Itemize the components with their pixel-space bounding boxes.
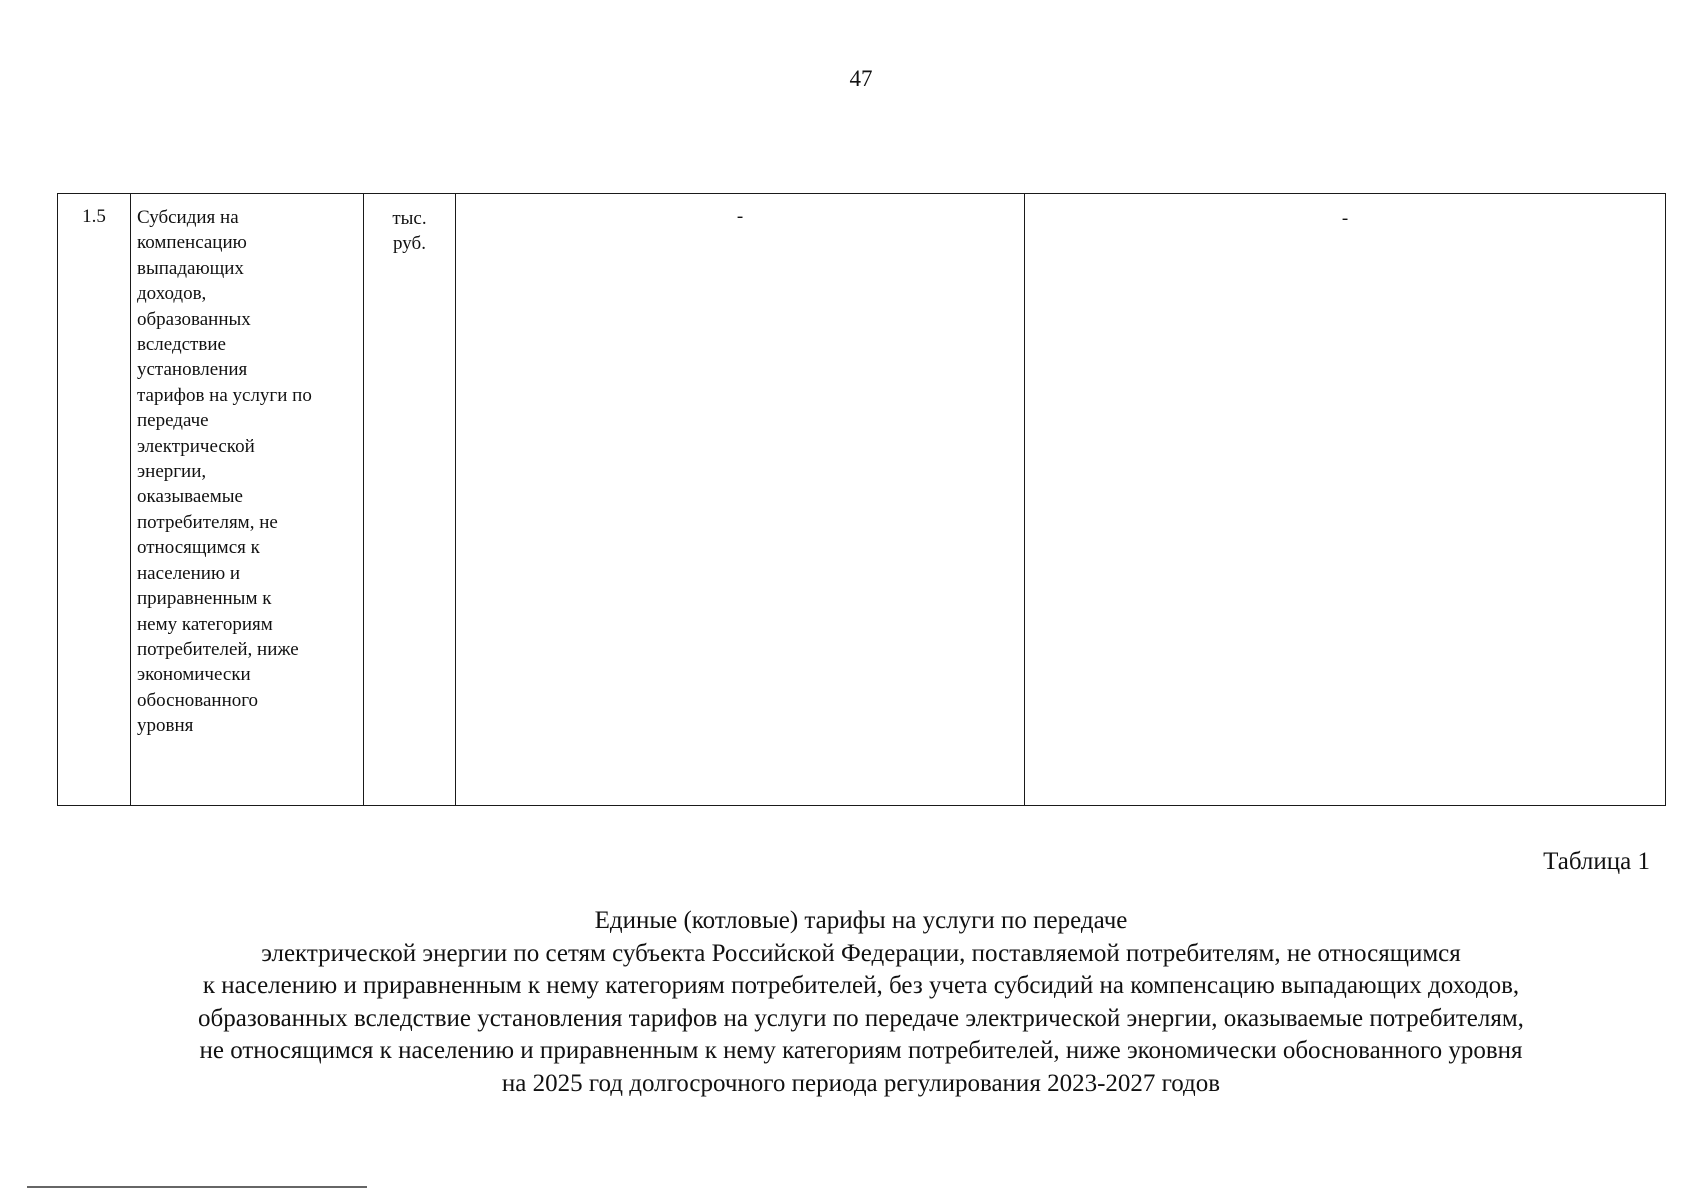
- description-line: потребителей, ниже: [137, 638, 299, 660]
- description-line: образованных: [137, 308, 251, 330]
- description-line: приравненным к: [137, 588, 272, 610]
- description-line: тарифов на услуги по: [137, 384, 312, 406]
- description-line: относящимся к: [137, 537, 260, 559]
- description-line: установления: [137, 359, 248, 381]
- tariff-table: [57, 193, 1666, 806]
- description-line: потребителям, не: [137, 511, 278, 533]
- description-line: экономически: [137, 664, 251, 686]
- row-value-cell-2: -: [1025, 194, 1666, 806]
- description-line: доходов,: [137, 283, 207, 305]
- footnote-divider: [27, 1186, 367, 1188]
- table-row: [58, 194, 1666, 806]
- row-unit-cell: [364, 194, 456, 806]
- description-line: нему категориям: [137, 613, 273, 635]
- row-value-cell-1: -: [456, 194, 1025, 806]
- description-line: выпадающих: [137, 257, 244, 279]
- description-line: уровня: [137, 715, 194, 737]
- row-description-cell: [131, 194, 364, 806]
- description-line: компенсацию: [137, 232, 247, 254]
- page-number: 47: [849, 66, 873, 91]
- description-line: энергии,: [137, 461, 207, 483]
- heading-line: электрической энергии по сетям субъекта Российской Федерации, поставляемой потребителям, не относящимся: [261, 939, 1461, 967]
- description-line: вследствие: [137, 334, 226, 356]
- table-label: Таблица 1: [1543, 848, 1650, 875]
- heading-line: на 2025 год долгосрочного периода регулирования 2023-2027 годов: [501, 1069, 1221, 1097]
- table-heading: [0, 905, 1695, 1101]
- description-line: обоснованного: [137, 689, 259, 711]
- description-line: оказываемые: [137, 486, 243, 508]
- unit-line: тыс.: [392, 208, 427, 229]
- heading-line: Единые (котловые) тарифы на услуги по передаче: [594, 907, 1128, 934]
- unit-line: руб.: [393, 233, 426, 255]
- row-number-cell: 1.5: [58, 194, 131, 806]
- description-line: населению и: [137, 562, 241, 584]
- description-line: передаче: [137, 410, 209, 432]
- description-line: электрической: [137, 435, 255, 457]
- heading-line: к населению и приравненным к нему категориям потребителей, без учета субсидий на компенсацию выпадающих доходов,: [202, 972, 1520, 1000]
- heading-line: образованных вследствие установления тарифов на услуги по передаче электрической энергии, оказываемые потребителям,: [198, 1004, 1524, 1032]
- heading-line: не относящимся к населению и приравненным к нему категориям потребителей, ниже экономически обоснованного уровня: [199, 1037, 1523, 1065]
- description-line: Субсидия на: [137, 207, 239, 228]
